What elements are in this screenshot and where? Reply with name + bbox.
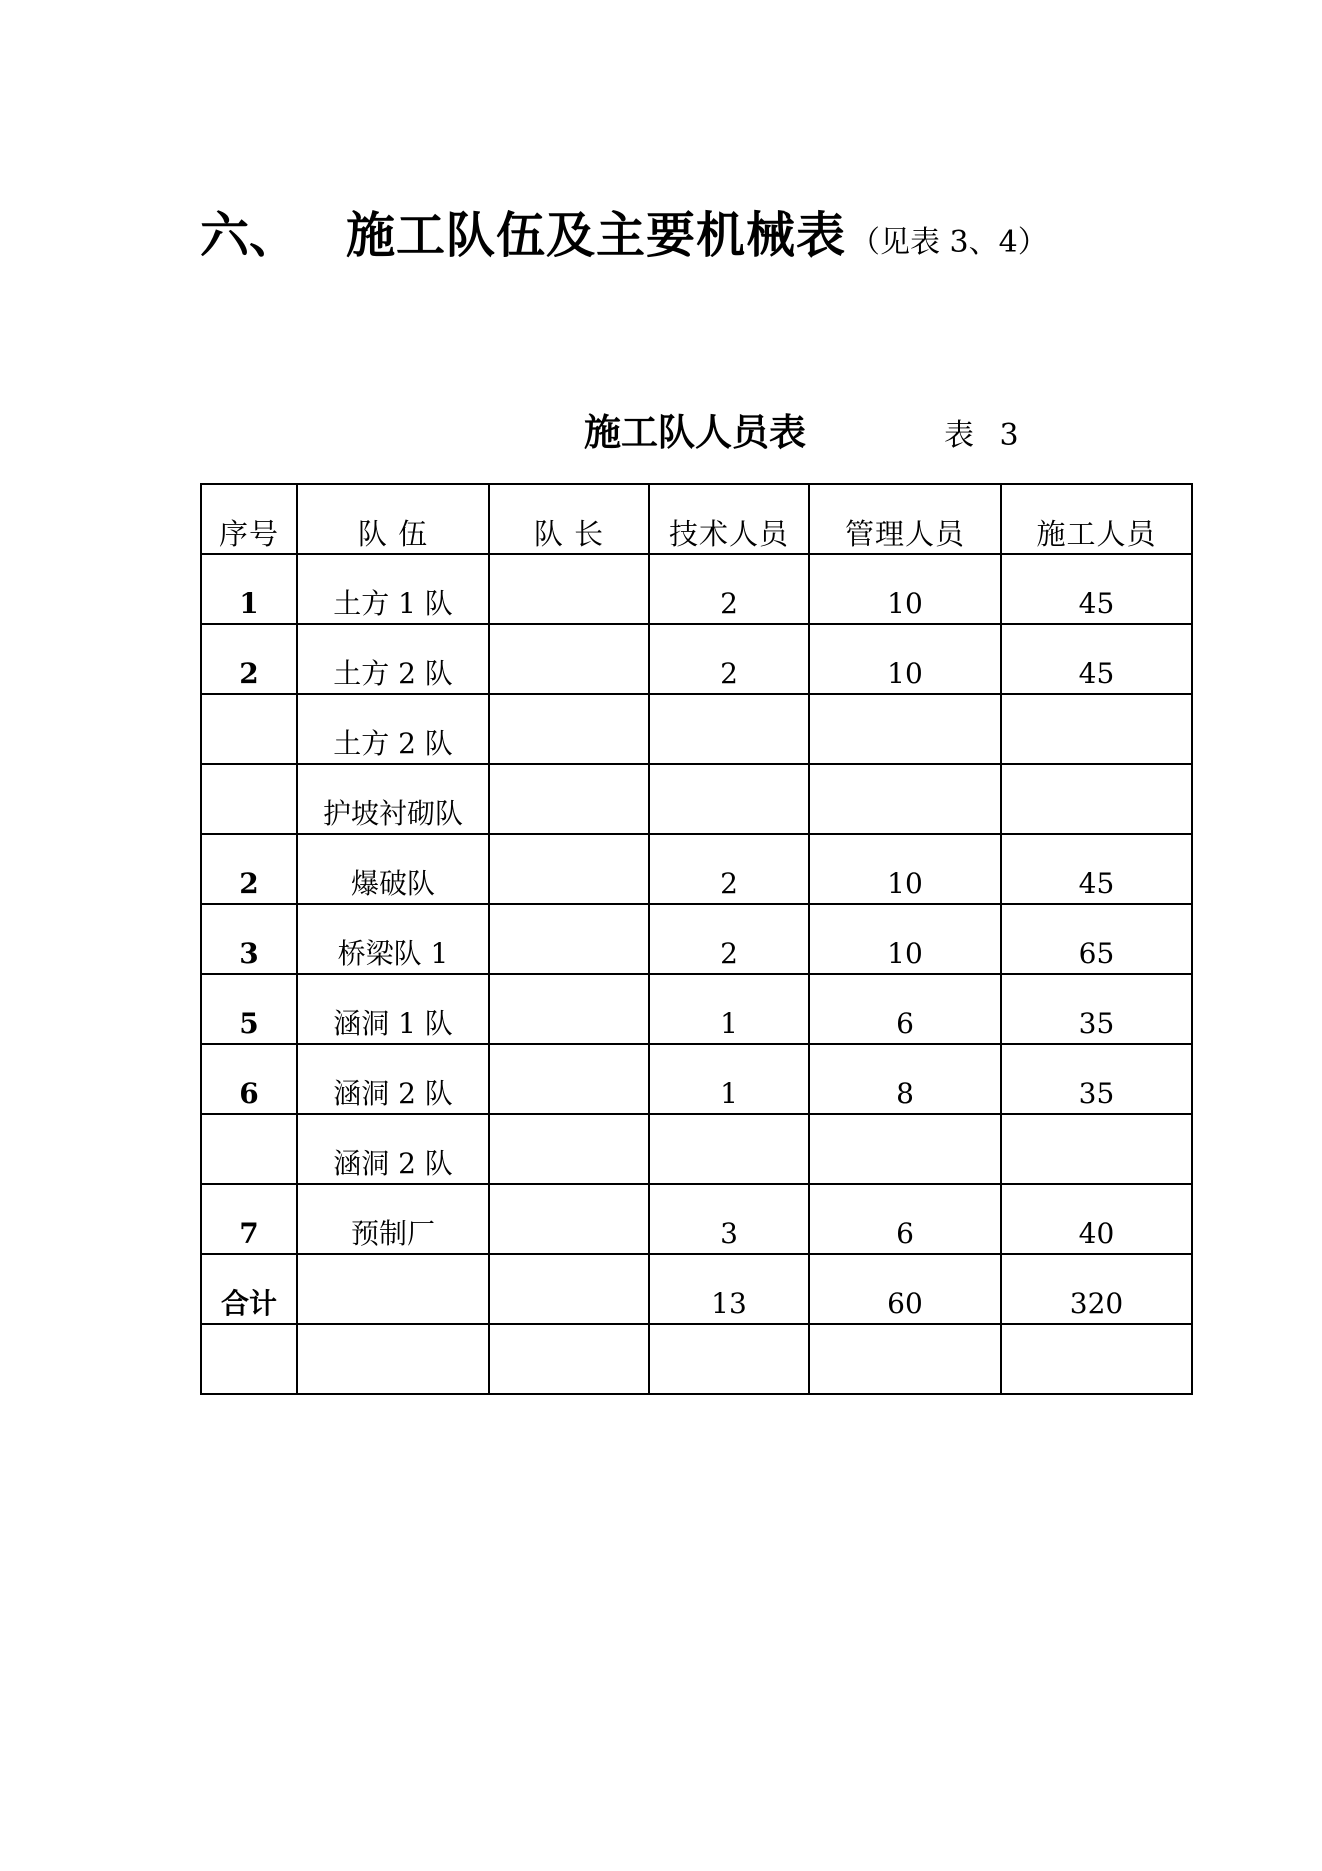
cell-technical bbox=[649, 1114, 809, 1184]
cell-leader bbox=[489, 974, 649, 1044]
cell-team: 爆破队 bbox=[297, 834, 489, 904]
cell-technical bbox=[649, 764, 809, 834]
cell-technical: 2 bbox=[649, 624, 809, 694]
cell-leader bbox=[489, 1324, 649, 1394]
table-row bbox=[201, 764, 1192, 834]
cell-technical: 1 bbox=[649, 974, 809, 1044]
table-row bbox=[201, 1184, 1192, 1254]
cell-leader bbox=[489, 834, 649, 904]
cell-seq bbox=[201, 764, 297, 834]
cell-management: 6 bbox=[809, 1184, 1001, 1254]
staff-table bbox=[200, 483, 1193, 1395]
cell-technical-total: 13 bbox=[649, 1254, 809, 1324]
cell-seq: 2 bbox=[201, 624, 297, 694]
table-caption bbox=[584, 408, 1027, 458]
cell-technical: 2 bbox=[649, 554, 809, 624]
table-row bbox=[201, 974, 1192, 1044]
cell-construction: 65 bbox=[1001, 904, 1192, 974]
cell-seq: 1 bbox=[201, 554, 297, 624]
cell-seq bbox=[201, 1324, 297, 1394]
cell-seq bbox=[201, 694, 297, 764]
cell-technical: 2 bbox=[649, 834, 809, 904]
table-row bbox=[201, 624, 1192, 694]
table-row bbox=[201, 1044, 1192, 1114]
table-row bbox=[201, 554, 1192, 624]
cell-management: 8 bbox=[809, 1044, 1001, 1114]
section-number: 六、 bbox=[200, 207, 299, 264]
cell-management: 6 bbox=[809, 974, 1001, 1044]
cell-seq: 6 bbox=[201, 1044, 297, 1114]
header-seq: 序号 bbox=[201, 484, 297, 554]
cell-technical: 3 bbox=[649, 1184, 809, 1254]
cell-management-total: 60 bbox=[809, 1254, 1001, 1324]
table-row bbox=[201, 1324, 1192, 1394]
cell-leader bbox=[489, 554, 649, 624]
cell-seq: 5 bbox=[201, 974, 297, 1044]
table-row bbox=[201, 834, 1192, 904]
cell-construction bbox=[1001, 1324, 1192, 1394]
cell-technical: 2 bbox=[649, 904, 809, 974]
header-management-staff: 管理人员 bbox=[809, 484, 1001, 554]
cell-construction bbox=[1001, 694, 1192, 764]
cell-construction-total: 320 bbox=[1001, 1254, 1192, 1324]
header-leader: 队 长 bbox=[489, 484, 649, 554]
cell-seq: 7 bbox=[201, 1184, 297, 1254]
table-label: 表 3 bbox=[944, 418, 1027, 453]
cell-management bbox=[809, 1324, 1001, 1394]
cell-leader bbox=[489, 1044, 649, 1114]
cell-management bbox=[809, 1114, 1001, 1184]
cell-construction: 35 bbox=[1001, 974, 1192, 1044]
cell-management bbox=[809, 764, 1001, 834]
cell-team: 涵洞 2 队 bbox=[297, 1044, 489, 1114]
cell-team: 护坡衬砌队 bbox=[297, 764, 489, 834]
cell-seq bbox=[201, 1114, 297, 1184]
cell-team: 土方 1 队 bbox=[297, 554, 489, 624]
cell-seq: 2 bbox=[201, 834, 297, 904]
cell-construction bbox=[1001, 1114, 1192, 1184]
cell-leader bbox=[489, 904, 649, 974]
cell-seq: 3 bbox=[201, 904, 297, 974]
cell-team: 土方 2 队 bbox=[297, 624, 489, 694]
cell-construction: 45 bbox=[1001, 834, 1192, 904]
cell-construction: 45 bbox=[1001, 624, 1192, 694]
cell-team: 涵洞 2 队 bbox=[297, 1114, 489, 1184]
cell-leader bbox=[489, 694, 649, 764]
cell-leader bbox=[489, 1184, 649, 1254]
section-title: 施工队伍及主要机械表 bbox=[346, 207, 847, 264]
table-title: 施工队人员表 bbox=[584, 411, 806, 454]
cell-team: 桥梁队 1 bbox=[297, 904, 489, 974]
cell-construction: 35 bbox=[1001, 1044, 1192, 1114]
cell-technical: 1 bbox=[649, 1044, 809, 1114]
table-header-row bbox=[201, 484, 1192, 554]
cell-management: 10 bbox=[809, 624, 1001, 694]
cell-management: 10 bbox=[809, 554, 1001, 624]
cell-management: 10 bbox=[809, 904, 1001, 974]
cell-total-label: 合计 bbox=[201, 1254, 297, 1324]
header-technical-staff: 技术人员 bbox=[649, 484, 809, 554]
table-total-row bbox=[201, 1254, 1192, 1324]
cell-management: 10 bbox=[809, 834, 1001, 904]
cell-construction: 45 bbox=[1001, 554, 1192, 624]
table-row bbox=[201, 904, 1192, 974]
table-row bbox=[201, 694, 1192, 764]
cell-team bbox=[297, 1254, 489, 1324]
cell-management bbox=[809, 694, 1001, 764]
cell-technical bbox=[649, 1324, 809, 1394]
cell-team: 预制厂 bbox=[297, 1184, 489, 1254]
cell-leader bbox=[489, 1114, 649, 1184]
table-row bbox=[201, 1114, 1192, 1184]
header-team: 队 伍 bbox=[297, 484, 489, 554]
section-heading bbox=[200, 206, 1048, 266]
cell-team: 土方 2 队 bbox=[297, 694, 489, 764]
cell-leader bbox=[489, 764, 649, 834]
cell-technical bbox=[649, 694, 809, 764]
section-note: （见表 3、4） bbox=[850, 225, 1048, 260]
header-construction-staff: 施工人员 bbox=[1001, 484, 1192, 554]
cell-team: 涵洞 1 队 bbox=[297, 974, 489, 1044]
cell-construction bbox=[1001, 764, 1192, 834]
cell-team bbox=[297, 1324, 489, 1394]
cell-construction: 40 bbox=[1001, 1184, 1192, 1254]
cell-leader bbox=[489, 624, 649, 694]
cell-leader bbox=[489, 1254, 649, 1324]
